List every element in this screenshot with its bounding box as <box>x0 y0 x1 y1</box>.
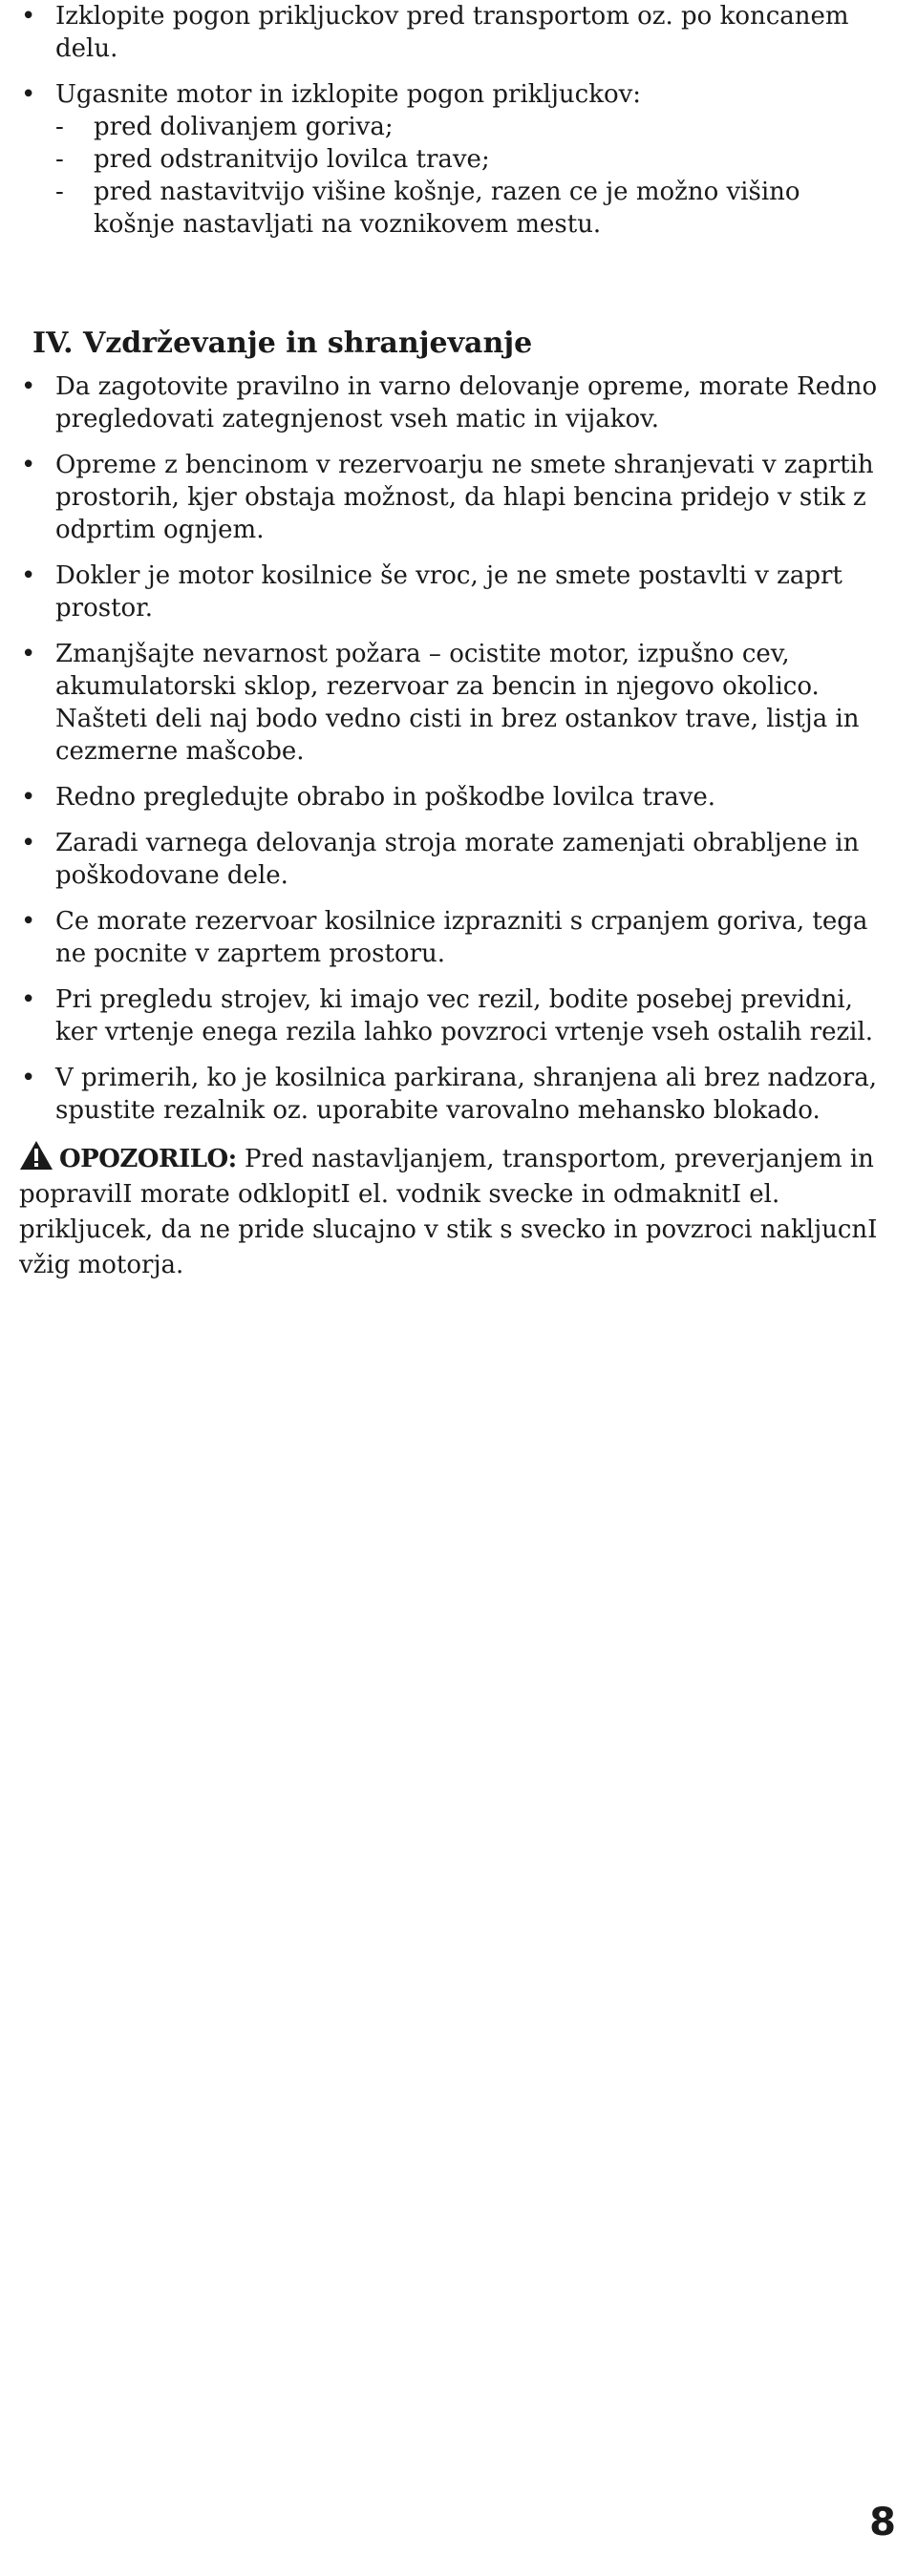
bullet-icon: • <box>21 829 36 857</box>
bullet-icon: • <box>21 80 36 109</box>
list-item <box>19 905 879 970</box>
dash-icon: - <box>55 178 64 206</box>
list-item-text: Ce morate rezervoar kosilnice izprazniti s crpanjem goriva, tega ne pocnite v zaprtem prostoru. <box>55 907 868 968</box>
dash-icon: - <box>55 113 64 141</box>
bullet-icon: • <box>21 985 36 1014</box>
list-item-text: Ugasnite motor in izklopite pogon prikljuckov: <box>55 80 642 109</box>
warning-triangle-icon <box>19 1140 53 1171</box>
list-item <box>19 781 879 813</box>
top-list <box>19 0 879 241</box>
warning-text: Pred nastavljanjem, transportom, preverjanjem in popravilI morate odklopitI el. vodnik svecke in odmaknitI el. prikljucek, da ne pride slucajno v stik s svecko in povzroci nakljucnI vžig motorja. <box>19 1145 878 1279</box>
list-item <box>19 78 879 111</box>
sub-list-item-text: pred odstranitvijo lovilca trave; <box>94 145 490 174</box>
bullet-icon: • <box>21 907 36 936</box>
section-title: IV. Vzdrževanje in shranjevanje <box>32 327 533 360</box>
list-item-text: Da zagotovite pravilno in varno delovanje opreme, morate Redno pregledovati zategnjenost vseh matic in vijakov. <box>55 372 878 433</box>
sub-list-item-text: pred dolivanjem goriva; <box>94 113 394 141</box>
warning-label: OPOZORILO: <box>59 1145 237 1173</box>
sub-list-item <box>19 176 879 241</box>
list-item-text: V primerih, ko je kosilnica parkirana, shranjena ali brez nadzora, spustite rezalnik oz. uporabite varovalno mehansko blokado. <box>55 1064 877 1125</box>
list-item-text: Izklopite pogon prikljuckov pred transportom oz. po koncanem delu. <box>55 2 849 63</box>
sub-list-item-text: pred nastavitvijo višine košnje, razen ce je možno višino košnje nastavljati na voznikovem mestu. <box>94 178 800 239</box>
bullet-icon: • <box>21 561 36 590</box>
list-item-text: Zaradi varnega delovanja stroja morate zamenjati obrabljene in poškodovane dele. <box>55 829 860 890</box>
list-item <box>19 449 879 546</box>
bullet-icon: • <box>21 372 36 401</box>
dash-icon: - <box>55 145 64 174</box>
list-item <box>19 1062 879 1127</box>
list-item <box>19 0 879 65</box>
list-item-text: Pri pregledu strojev, ki imajo vec rezil, bodite posebej previdni, ker vrtenje enega rezila lahko povzroci vrtenje vseh ostalih rezil. <box>55 985 874 1046</box>
list-item <box>19 638 879 768</box>
list-item <box>19 827 879 892</box>
bullet-icon: • <box>21 451 36 479</box>
list-item <box>19 983 879 1048</box>
page-number: 8 <box>869 2501 896 2544</box>
bullet-icon: • <box>21 1064 36 1092</box>
bullet-icon: • <box>21 2 36 31</box>
list-item <box>19 370 879 435</box>
list-item-text: Redno pregledujte obrabo in poškodbe lovilca trave. <box>55 783 716 812</box>
list-item-text: Zmanjšajte nevarnost požara – ocistite motor, izpušno cev, akumulatorski sklop, rezervoar za bencin in njegovo okolico. Našteti deli naj bodo vedno cisti in brez ostankov trave, listja in cezmerne mašcobe. <box>55 640 860 766</box>
list-item-text: Dokler je motor kosilnice še vroc, je ne smete postavlti v zaprt prostor. <box>55 561 842 623</box>
bullet-icon: • <box>21 783 36 812</box>
bullet-icon: • <box>21 640 36 668</box>
sub-list-item <box>19 111 879 143</box>
maintenance-section <box>19 325 879 1283</box>
warning-note <box>19 1140 879 1283</box>
list-item-text: Opreme z bencinom v rezervoarju ne smete shranjevati v zaprtih prostorih, kjer obstaja možnost, da hlapi bencina pridejo v stik z odprtim ognjem. <box>55 451 874 544</box>
sub-list-item <box>19 143 879 176</box>
list-item <box>19 560 879 624</box>
